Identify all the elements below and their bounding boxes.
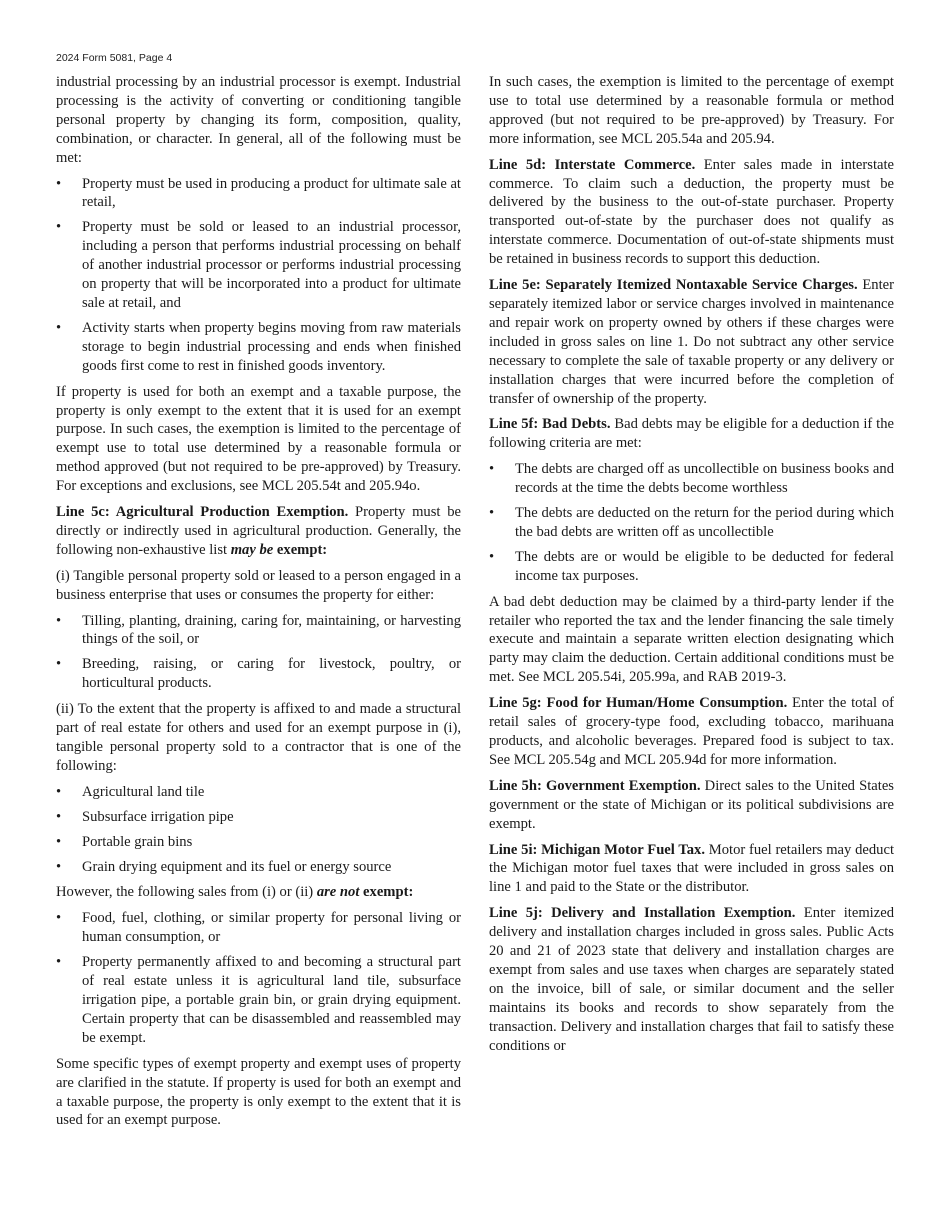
section-heading: Line 5c: Agricultural Production Exemption. [56, 504, 349, 521]
section-line-5j [489, 904, 894, 1055]
list-item: • The debts are or would be eligible to be deducted for federal income tax purposes. [489, 548, 894, 586]
paragraph: A bad debt deduction may be claimed by a third-party lender if the retailer who reported the tax and the lender financing the sale timely execute and maintain a separate written election designating which party may claim the deduction. Certain additional conditions must be met. See MCL 205.54i, 205.99a, and RAB 2019-3. [489, 593, 894, 686]
list-item: • Portable grain bins [56, 833, 461, 852]
section-text: Direct sales to the United States government or the state of Michigan or its political subdivisions are exempt. [489, 777, 894, 832]
list-item: • Tilling, planting, draining, caring for, maintaining, or harvesting things of the soil, or [56, 612, 461, 650]
paragraph: Some specific types of exempt property and exempt uses of property are clarified in the statute. If property is used for both an exempt and a taxable purpose, the property is only exempt to the extent that it is used for an exempt purpose. [56, 1055, 461, 1129]
section-text: Enter separately itemized labor or service charges involved in maintenance and repair work on property owned by others if these charges were included in gross sales on line 1. Do not subtract any other service necessary to complete the sale of taxable property or any delivery or installation charges that were incurred before the completion of transfer of ownership of the property. [489, 277, 894, 407]
list-item: • Activity starts when property begins moving from raw materials storage to begin industrial processing and ends when finished goods first come to rest in finished goods inventory. [56, 319, 461, 376]
list-item: • Property must be sold or leased to an industrial processor, including a person that performs industrial processing on behalf of another industrial processor or performs industrial processing on property that will be incorporated into a product for ultimate sale at retail, and [56, 218, 461, 313]
section-line-5e [489, 276, 894, 408]
section-heading: Line 5h: Government Exemption. [489, 777, 701, 794]
list-item: • Food, fuel, clothing, or similar property for personal living or human consumption, or [56, 909, 461, 947]
section-line-5h [489, 777, 894, 834]
bad-debt-criteria-list [489, 460, 894, 585]
non-exempt-list [56, 909, 461, 1047]
section-line-5d [489, 156, 894, 269]
section-text: Enter itemized delivery and installation charges included in gross sales. Public Acts 20 and 21 of 2023 state that delivery and installation charges are exempt from sales and use taxes when charges are separately stated on the invoice, bill of sale, or similar document and the seller maintains its books and records to show separately from the transaction. Delivery and installation charges that fail to satisfy these conditions or [489, 905, 894, 1054]
section-text: However, the following sales from (i) or (ii) [56, 884, 317, 901]
section-line-5f [489, 415, 894, 453]
list-item: • The debts are charged off as uncollectible on business books and records at the time the debts become worthless [489, 460, 894, 498]
section-line-5c [56, 503, 461, 560]
requirements-list [56, 175, 461, 376]
section-heading: Line 5e: Separately Itemized Nontaxable Service Charges. [489, 277, 858, 294]
emphasis-text: exempt: [359, 884, 414, 901]
list-item: • The debts are deducted on the return for the period during which the bad debts are written off as uncollectible [489, 504, 894, 542]
list-item: • Property must be used in producing a product for ultimate sale at retail, [56, 175, 461, 213]
section-text: Enter sales made in interstate commerce. To claim such a deduction, the property must be delivered by the business to the out-of-state purchaser. Property transported out-of-state by the purchaser does not qualify as interstate commerce. Documentation of out-of-state shipments must be retained in business records to support this deduction. [489, 156, 895, 268]
section-text: Enter the total of retail sales of grocery-type food, excluding tobacco, marihuana products, and alcoholic beverages. Prepared food is subject to tax. See MCL 205.54g and MCL 205.94d for more information. [489, 695, 895, 768]
emphasis-text: exempt: [273, 541, 328, 558]
section-line-5i [489, 841, 894, 898]
list-item: • Agricultural land tile [56, 783, 461, 802]
list-item: • Subsurface irrigation pipe [56, 808, 461, 827]
agricultural-uses-list [56, 612, 461, 694]
section-heading: Line 5g: Food for Human/Home Consumption. [489, 695, 788, 712]
list-item: • Breeding, raising, or caring for livestock, poultry, or horticultural products. [56, 655, 461, 693]
contractor-items-list [56, 783, 461, 877]
paragraph: (ii) To the extent that the property is affixed to and made a structural part of real estate for others and used for an exempt purpose in (i), tangible personal property sold to a contractor that is one of the following: [56, 701, 461, 774]
right-column [489, 73, 894, 1063]
section-text: Property must be directly or indirectly used in agricultural production. Generally, the following non-exhaustive list [56, 504, 461, 558]
emphasis-text: are not [316, 884, 360, 901]
emphasis-text: may be [230, 541, 274, 558]
paragraph: If property is used for both an exempt and a taxable purpose, the property is only exempt to the extent that it is used for an exempt purpose. In such cases, the exemption is limited to the percentage of exempt use to total use determined by a reasonable formula or method approved (but not required to be pre-approved) by Treasury. For exceptions and exclusions, see MCL 205.54t and 205.94o. [56, 383, 461, 495]
section-heading: Line 5d: Interstate Commerce. [489, 156, 696, 173]
paragraph: industrial processing by an industrial processor is exempt. Industrial processing is the activity of converting or conditioning tangible personal property by changing its form, composition, quality, combination, or character. In general, all of the following must be met: [56, 74, 461, 166]
paragraph: (i) Tangible personal property sold or leased to a person engaged in a business enterprise that uses or consumes the property for either: [56, 567, 461, 603]
section-line-5g [489, 694, 894, 770]
list-item: • Property permanently affixed to and becoming a structural part of real estate unless it is agricultural land tile, subsurface irrigation pipe, a portable grain bin, or grain drying equipment. Certain property that can be disassembled and reassembled may be exempt. [56, 953, 461, 1048]
page-header: 2024 Form 5081, Page 4 [56, 52, 173, 64]
section-heading: Line 5j: Delivery and Installation Exemption. [489, 905, 796, 922]
paragraph [56, 883, 461, 902]
paragraph: In such cases, the exemption is limited to the percentage of exempt use to total use determined by a reasonable formula or method approved (but not required to be pre-approved) by Treasury. For more information, see MCL 205.54a and 205.94. [489, 74, 894, 147]
section-text: Motor fuel retailers may deduct the Michigan motor fuel taxes that were included in gross sales on line 1 and paid to the State or the distributor. [489, 841, 894, 896]
section-text: Bad debts may be eligible for a deduction if the following criteria are met: [489, 416, 894, 452]
left-column [56, 73, 461, 1137]
list-item: • Grain drying equipment and its fuel or energy source [56, 858, 461, 877]
section-heading: Line 5i: Michigan Motor Fuel Tax. [489, 841, 705, 858]
section-heading: Line 5f: Bad Debts. [489, 416, 611, 433]
